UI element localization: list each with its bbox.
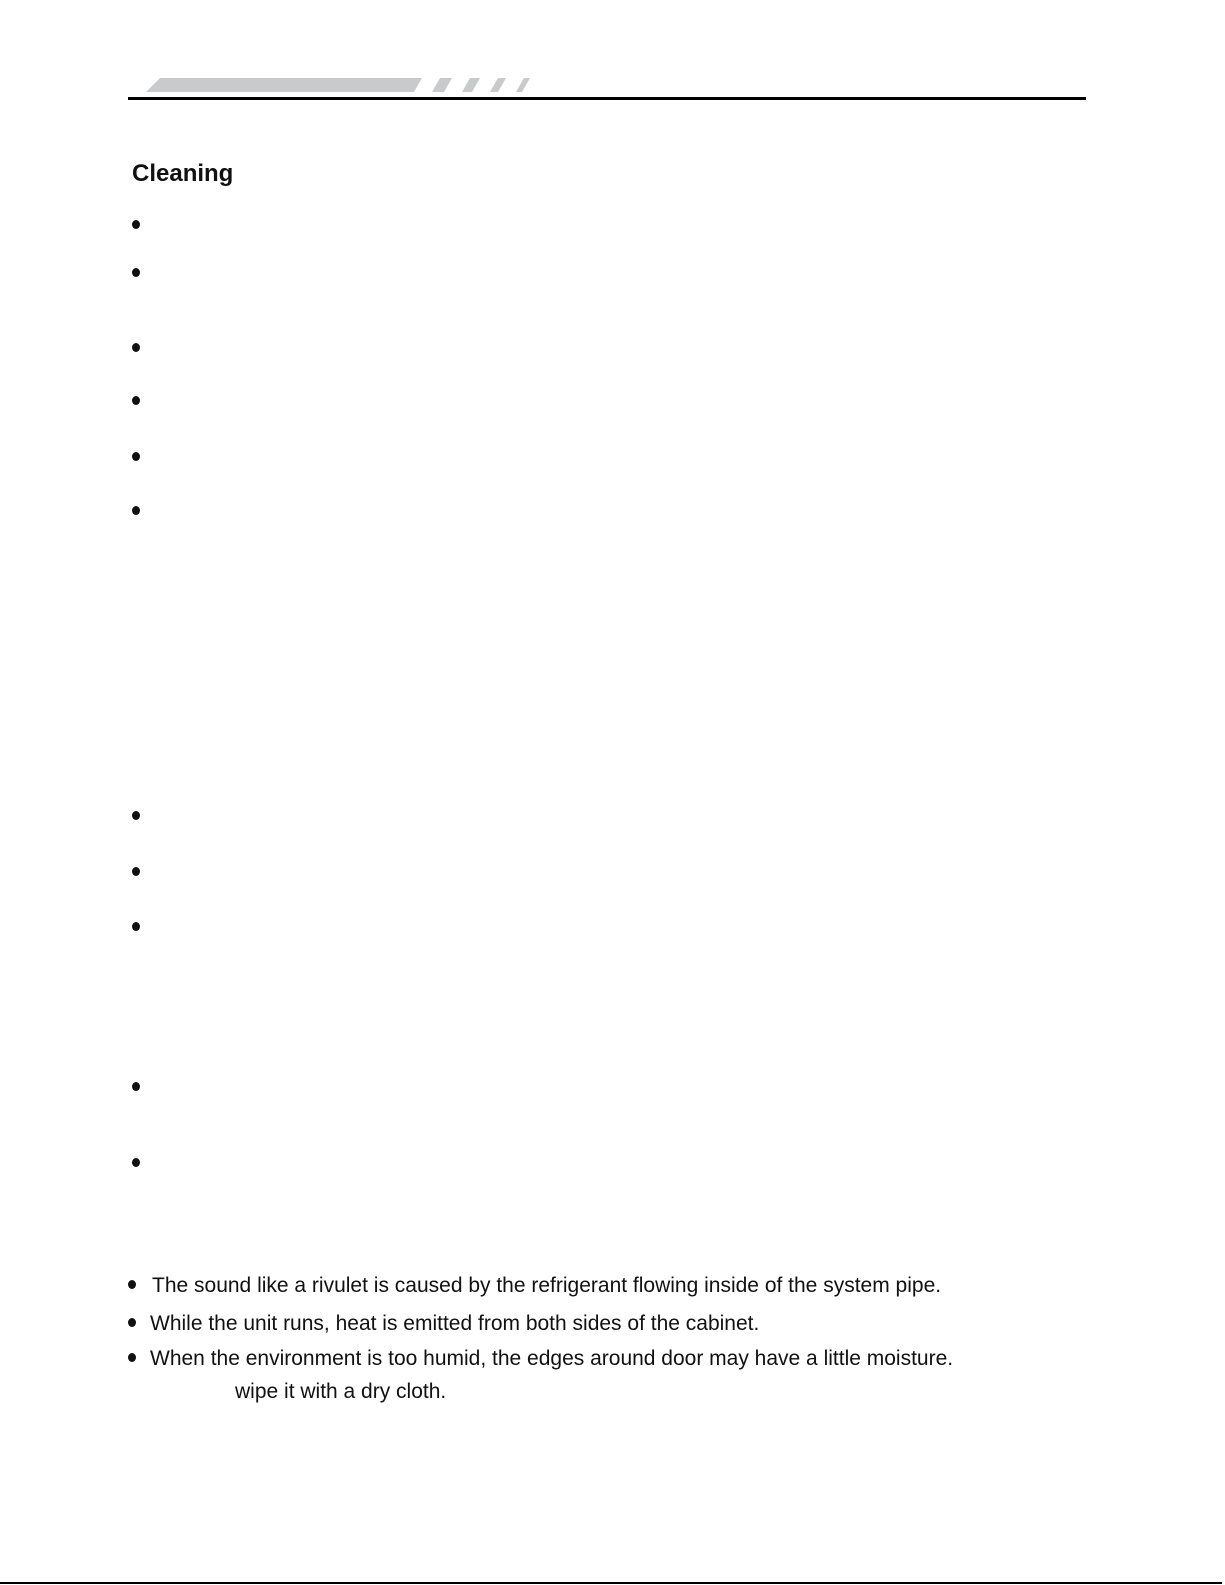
header-rule — [128, 97, 1086, 100]
bullet-point — [132, 220, 140, 229]
note-text: While the unit runs, heat is emitted from both sides of the cabinet. — [150, 1312, 760, 1335]
header-stripe-slash — [490, 78, 506, 92]
footer-rule — [0, 1582, 1222, 1584]
header-stripe-slash — [432, 78, 452, 92]
section-title: Cleaning — [132, 160, 234, 187]
bullet-point — [132, 811, 140, 820]
header-stripe-slash — [516, 78, 530, 92]
note-text: The sound like a rivulet is caused by the refrigerant flowing inside of the system pipe. — [152, 1274, 942, 1297]
note-item — [128, 1347, 953, 1371]
header-stripe-decoration — [146, 78, 546, 94]
bullet-point — [132, 867, 140, 876]
bullet-icon — [128, 1353, 136, 1362]
note-continuation: wipe it with a dry cloth. — [235, 1380, 447, 1403]
bullet-point — [132, 1082, 140, 1091]
note-item — [128, 1274, 941, 1298]
bullet-point — [132, 343, 140, 352]
bullet-icon — [128, 1318, 136, 1327]
bullet-point — [132, 396, 140, 405]
header-stripe-slash — [462, 78, 480, 92]
header-stripe-bar — [146, 78, 422, 92]
bullet-point — [132, 506, 140, 515]
bullet-point — [132, 1158, 140, 1167]
note-item — [128, 1312, 759, 1336]
bullet-point — [132, 922, 140, 931]
bullet-point — [132, 452, 140, 461]
bullet-point — [132, 268, 140, 277]
note-text: When the environment is too humid, the edges around door may have a little moisture. — [150, 1347, 954, 1370]
bullet-icon — [128, 1280, 136, 1289]
